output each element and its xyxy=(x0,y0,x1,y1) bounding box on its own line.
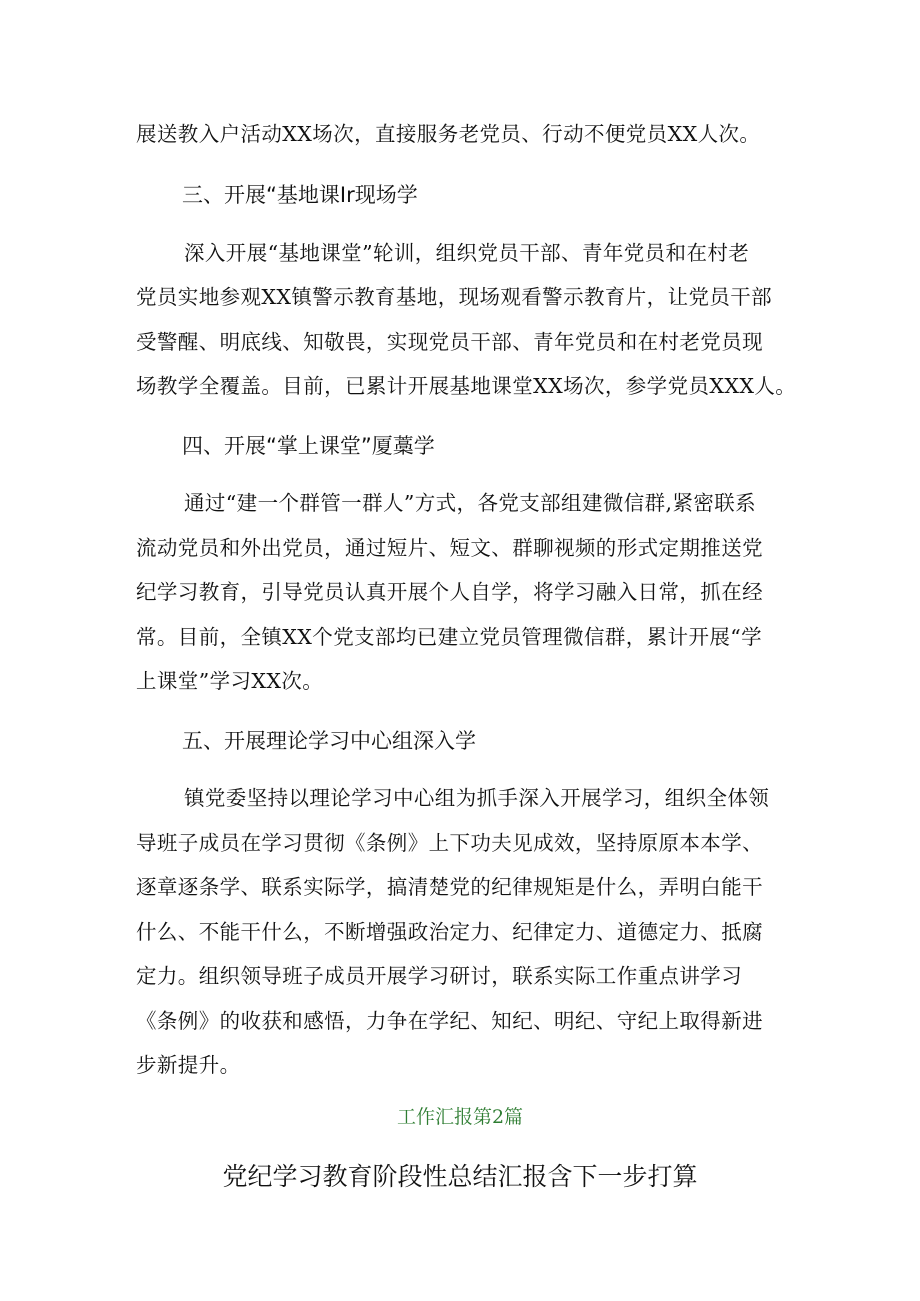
paragraph-line: 什么、不能干什么，不断增强政治定力、纪律定力、道德定力、抵腐 xyxy=(136,920,763,944)
paragraph-line: 通过“建一个群管一群人”方式，各党支部组建微信群,紧密联系 xyxy=(184,491,757,515)
section-heading-5: 五、开展理论学习中心组深入学 xyxy=(182,729,476,753)
article-label: 工作汇报第2篇 xyxy=(396,1106,524,1128)
paragraph-line: 展送教入户活动XX场次，直接服务老党员、行动不便党员XX人次。 xyxy=(136,122,761,146)
paragraph-line: 上课堂”学习XX次。 xyxy=(136,669,324,693)
paragraph-line: 纪学习教育，引导党员认真开展个人自学，将学习融入日常，抓在经 xyxy=(136,580,763,604)
section-heading-3: 三、开展“基地课Ir现场学 xyxy=(182,183,418,207)
paragraph-line: 逐章逐条学、联系实际学，搞清楚党的纪律规矩是什么，弄明白能干 xyxy=(136,875,763,899)
paragraph-line: 导班子成员在学习贯彻《条例》上下功夫见成效，坚持原原本本学、 xyxy=(136,831,763,855)
paragraph-line: 场教学全覆盖。目前，已累计开展基地课堂XX场次，参学党员XXX人。 xyxy=(136,374,797,398)
paragraph-line: 《条例》的收获和感悟，力争在学纪、知纪、明纪、守纪上取得新进 xyxy=(136,1009,763,1033)
paragraph-line: 受警醒、明底线、知敬畏，实现党员干部、青年党员和在村老党员现 xyxy=(136,330,763,354)
section-heading-4: 四、开展“掌上课堂”厦藁学 xyxy=(182,434,435,458)
paragraph-line: 镇党委坚持以理论学习中心组为抓手深入开展学习，组织全体领 xyxy=(184,786,770,810)
paragraph-line: 定力。组织领导班子成员开展学习研讨，联系实际工作重点讲学习 xyxy=(136,964,743,988)
paragraph-line: 流动党员和外出党员，通过短片、短文、群聊视频的形式定期推送党 xyxy=(136,536,763,560)
paragraph-line: 深入开展“基地课堂”轮训，组织党员干部、青年党员和在村老 xyxy=(184,241,750,265)
paragraph-line: 常。目前，全镇XX个党支部均已建立党员管理微信群，累计开展“学 xyxy=(136,625,763,649)
article-title: 党纪学习教育阶段性总结汇报含下一步打算 xyxy=(222,1162,698,1191)
paragraph-line: 党员实地参观XX镇警示教育基地，现场观看警示教育片，让党员干部 xyxy=(136,285,773,309)
paragraph-line: 步新提升。 xyxy=(136,1053,241,1077)
